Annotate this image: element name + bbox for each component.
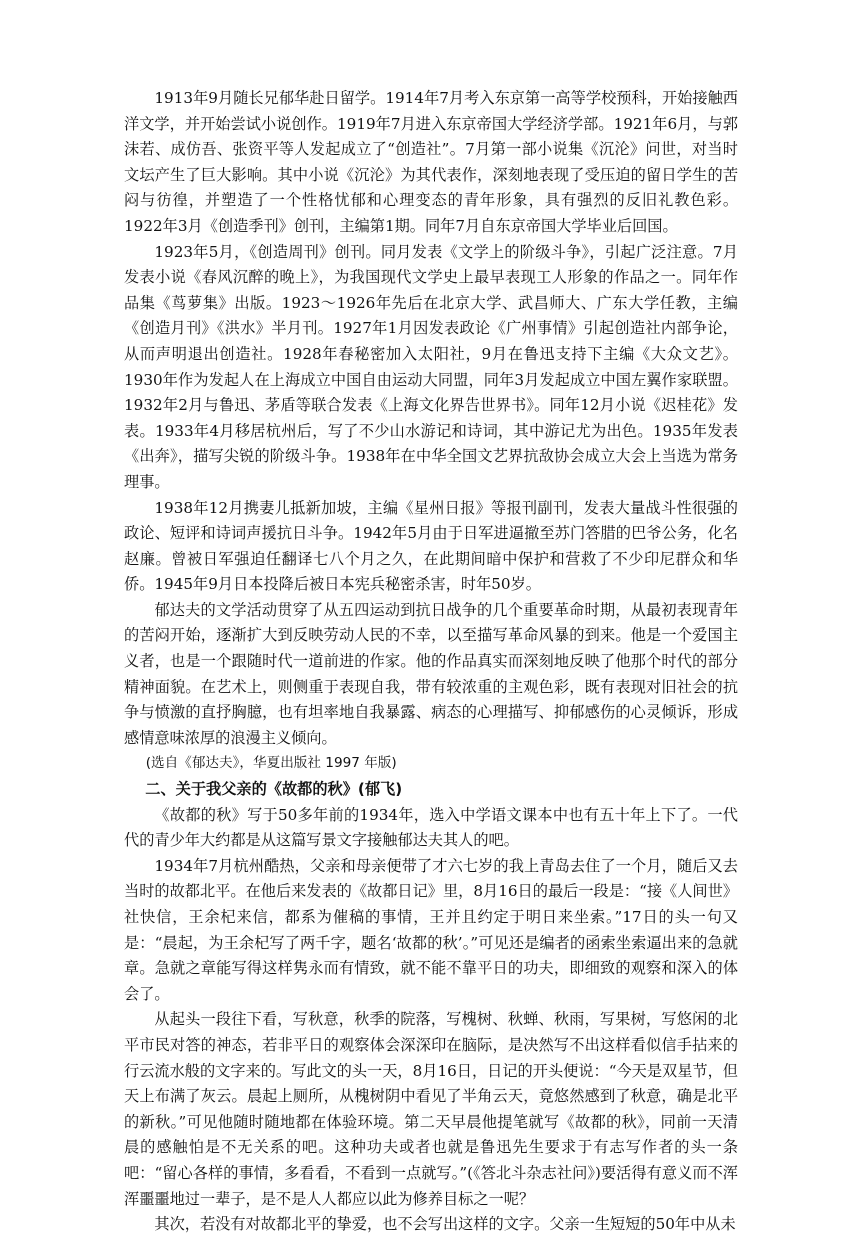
essay-paragraph-4: 其次，若没有对故都北平的挚爱，也不会写出这样的文字。父亲一生短短的50年中从未 bbox=[154, 1215, 736, 1234]
biography-paragraph-1938: 1938年12月携妻儿抵新加坡，主编《星州日报》等报刊副刊，发表大量战斗性很强的政论、短评和诗词声援抗日斗争。1942年5月由于日军进逼撤至苏门答腊的巴爷公务，化名赵廉。曾被日军强迫任翻译七八个月之久，在此期间暗中保护和营救了不少印尼群众和华侨。1945年9月日本投降后被日本宪兵秘密杀害，时年50岁。 bbox=[124, 498, 738, 594]
essay-paragraph-1: 《故都的秋》写于50多年前的1934年，选入中学语文课本中也有五十年上下了。一代代的青少年大约都是从这篇写景文字接触郁达夫其人的吧。 bbox=[124, 805, 738, 850]
source-citation: (选自《郁达夫》，华夏出版社 1997 年版) bbox=[145, 755, 397, 772]
essay-paragraph-2: 1934年7月杭州酷热，父亲和母亲便带了才六七岁的我上青岛去住了一个月，随后又去当时的故都北平。在他后来发表的《故都日记》里，8月16日的最后一段是：“接《人间世》社快信，王余杞来信，都系为催稿的事情，王并且约定于明日来坐索。”17日的头一句又是：“晨起，为王余杞写了两千字，题名‘故都的秋’。”可见还是编者的函索坐索逼出来的急就章。急就之章能写得这样隽永而有情致，就不能不靠平日的功夫，即细致的观察和深入的体会了。 bbox=[124, 856, 738, 1003]
biography-paragraph-1913: 1913年9月随长兄郁华赴日留学。1914年7月考入东京第一高等学校预科，开始接触西洋文学，并开始尝试小说创作。1919年7月进入东京帝国大学经济学部。1921年6月，与郭沫若、成仿吾、张资平等人发起成立了“创造社”。7月第一部小说集《沉沦》问世，对当时文坛产生了巨大影响。其中小说《沉沦》为其代表作，深刻地表现了受压迫的留日学生的苦闷与彷徨，并塑造了一个性格忧郁和心理变态的青年形象，具有强烈的反旧礼教色彩。1922年3月《创造季刊》创刊，主编第1期。同年7月自东京帝国大学毕业后回国。 bbox=[124, 89, 738, 235]
biography-paragraph-assessment: 郁达夫的文学活动贯穿了从五四运动到抗日战争的几个重要革命时期，从最初表现青年的苦闷开始，逐渐扩大到反映劳动人民的不幸，以至描写革命风暴的到来。他是一个爱国主义者，也是一个跟随时代一道前进的作家。他的作品真实而深刻地反映了他那个时代的部分精神面貌。在艺术上，则侧重于表现自我，带有较浓重的主观色彩，既有表现对旧社会的抗争与愤激的直抒胸臆，也有坦率地自我暴露、病态的心理描写、抑郁感伤的心灵倾诉，形成感情意味浓厚的浪漫主义倾向。 bbox=[124, 600, 738, 747]
section-heading: 二、关于我父亲的《故都的秋》(郁飞) bbox=[145, 780, 403, 799]
document-page bbox=[124, 86, 738, 1238]
biography-paragraph-1923: 1923年5月，《创造周刊》创刊。同月发表《文学上的阶级斗争》，引起广泛注意。7月发表小说《春风沉醉的晚上》，为我国现代文学史上最早表现工人形象的作品之一。同年作品集《茑萝集》出版。1923～1926年先后在北京大学、武昌师大、广东大学任教，主编《创造月刊》《洪水》半月刊。1927年1月因发表政论《广州事情》引起创造社内部争论，从而声明退出创造社。1928年春秘密加入太阳社，9月在鲁迅支持下主编《大众文艺》。1930年作为发起人在上海成立中国自由运动大同盟，同年3月发起成立中国左翼作家联盟。1932年2月与鲁迅、茅盾等联合发表《上海文化界告世界书》。同年12月小说《迟桂花》发表。1933年4月移居杭州后，写了不少山水游记和诗词，其中游记尤为出色。1935年发表《出奔》，描写尖锐的阶级斗争。1938年在中华全国文艺界抗敌协会成立大会上当选为常务理事。 bbox=[124, 242, 738, 491]
essay-paragraph-3: 从起头一段往下看，写秋意，秋季的院落，写槐树、秋蝉、秋雨，写果树，写悠闲的北平市民对答的神态，若非平日的观察体会深深印在脑际，是决然写不出这样看似信手拈来的行云流水般的文字来的。写此文的头一天，8月16日，日记的开头便说：“今天是双星节，但天上布满了灰云。晨起上厕所，从槐树阴中看见了半角云天，竟悠然感到了秋意，确是北平的新秋。”可见他随时随地都在体验环境。第二天早晨他提笔就写《故都的秋》，同前一天清晨的感触怕是不无关系的吧。这种功夫或者也就是鲁迅先生要求于有志写作者的头一条吧：“留心各样的事情，多看看，不看到一点就写。”(《答北斗杂志社问》)要活得有意义而不浑浑噩噩地过一辈子，是不是人人都应以此为修养目标之一呢？ bbox=[124, 1010, 738, 1208]
